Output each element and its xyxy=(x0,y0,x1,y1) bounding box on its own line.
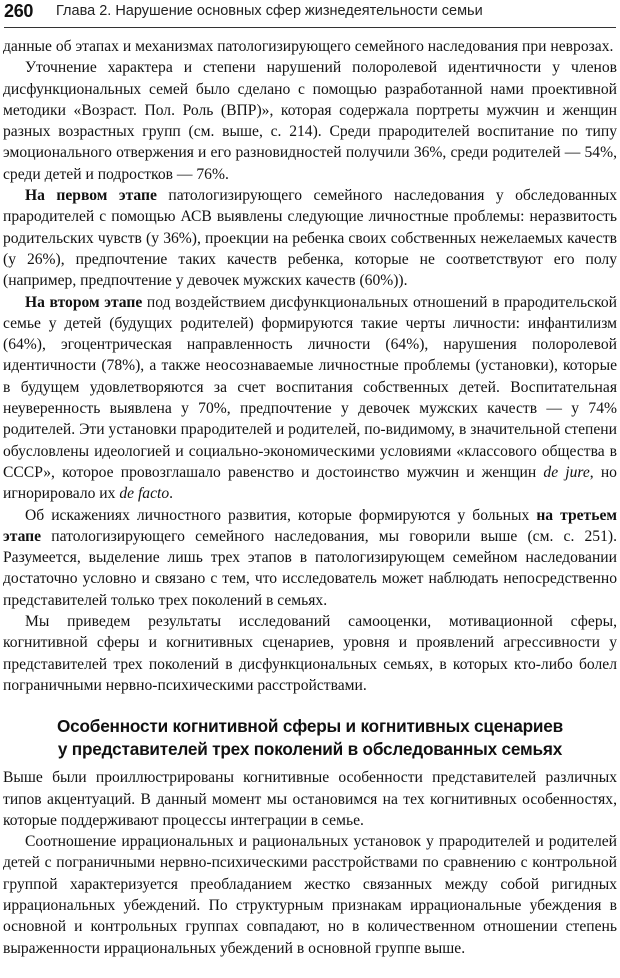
paragraph-4-text-b: , но игнорировало их xyxy=(3,463,617,503)
running-head: Глава 2. Нарушение основных сфер жизнедеятельности семьи xyxy=(56,3,483,19)
paragraph-5-text-a: Об искажениях личностного развития, которые формируются у больных xyxy=(25,506,537,524)
section-title xyxy=(3,715,617,761)
page-body xyxy=(3,36,617,959)
paragraph-5-text-b: патологизирующего семейного наследования, мы говорили выше (см. с. 251). Разумеется, выделение лишь трех этапов в патологизирующем семейном наследовании достаточно условно и связано с тем, что исследователь может наблюдать непосредственно представителей только трех поколений в семьях. xyxy=(3,527,617,609)
page-number: 260 xyxy=(4,1,34,21)
paragraph-5 xyxy=(3,505,617,611)
section-title-line-2: у представителей трех поколений в обследованных семьях xyxy=(57,739,563,760)
section-title-line-1: Особенности когнитивной сферы и когнитивных сценариев xyxy=(56,716,564,737)
paragraph-3 xyxy=(3,185,617,291)
stage-1-label: На первом этапе xyxy=(25,187,157,205)
stage-3-label: на третьем этапе xyxy=(3,506,617,545)
paragraph-4-text-a: под воздействием дисфункциональных отношений в прародительской семье у детей (будущих родителей) формируются такие черты личности: инфантилизм (64%), эгоцентрическая направленность личности (64%), нарушения полоролевой идентичности (78%), а также неосознаваемые личностные проблемы (установки), которые в будущем удовлетворяются за счет воспитания собственных детей. Воспитательная неуверенность выявлена у 70%, предпочтение у девочек мужских качеств — у 74% родителей. Эти установки прародителей и родителей, по-видимому, в значительной степени обусловлены идеологией и социально-экономическими условиями «классового общества в СССР», которое провозглашало равенство и достоинство мужчин и женщин xyxy=(3,293,618,481)
paragraph-3-text: патологизирующего семейного наследования у обследованных прародителей с помощью АСВ выявлены следующие личностные проблемы: неразвитость родительских чувств (у 36%), проекции на ребенка своих собственных нежелаемых качеств (у 26%), предпочтение таких качеств ребенка, которые не соответствуют его полу (например, предпочтение у девочек мужских качеств (60%)). xyxy=(3,187,617,290)
paragraph-4 xyxy=(3,292,617,505)
page-header xyxy=(0,0,620,34)
term-de-facto: de facto xyxy=(119,485,170,503)
paragraph-2: Уточнение характера и степени нарушений полоролевой идентичности у членов дисфункциональных семей было сделано с помощью разработанной нами проективной методики «Возраст. Пол. Роль (ВПР)», которая содержала портреты мужчин и женщин разных возрастных групп (см. выше, с. 214). Среди прародителей воспитание по типу эмоционального отвержения и его разновидностей получили 36%, среди родителей — 54%, среди детей и подростков — 76%. xyxy=(3,59,617,183)
paragraph-1: данные об этапах и механизмах патологизирующего семейного наследования при неврозах. xyxy=(3,38,614,55)
header-rule xyxy=(4,27,616,28)
stage-2-label: На втором этапе xyxy=(25,293,143,311)
paragraph-8: Соотношение иррациональных и рациональных установок у прародителей и родителей детей с пограничными нервно-психическими расстройствами по сравнению с контрольной группой характеризуется преобладанием жестко связанных между собой ригидных иррациональных убеждений. По структурным признакам иррациональные убеждения в основной и контрольных группах совпадают, но в количественном отношении степень выраженности иррациональных убеждений в основной группе выше. xyxy=(3,833,617,957)
paragraph-4-text-c: . xyxy=(169,485,174,503)
paragraph-7: Выше были проиллюстрированы когнитивные особенности представителей различных типов акцентуаций. В данный момент мы остановимся на тех когнитивных особенностях, которые поддерживают процессы интеграции в семье. xyxy=(3,769,617,829)
paragraph-6: Мы приведем результаты исследований самооценки, мотивационной сферы, когнитивной сферы и когнитивных сценариев, уровня и проявлений агрессивности у представителей трех поколений в дисфункциональных семьях, в которых кто-либо болел пограничными нервно-психическими расстройствами. xyxy=(3,613,617,694)
term-de-jure: de jure xyxy=(543,463,590,481)
